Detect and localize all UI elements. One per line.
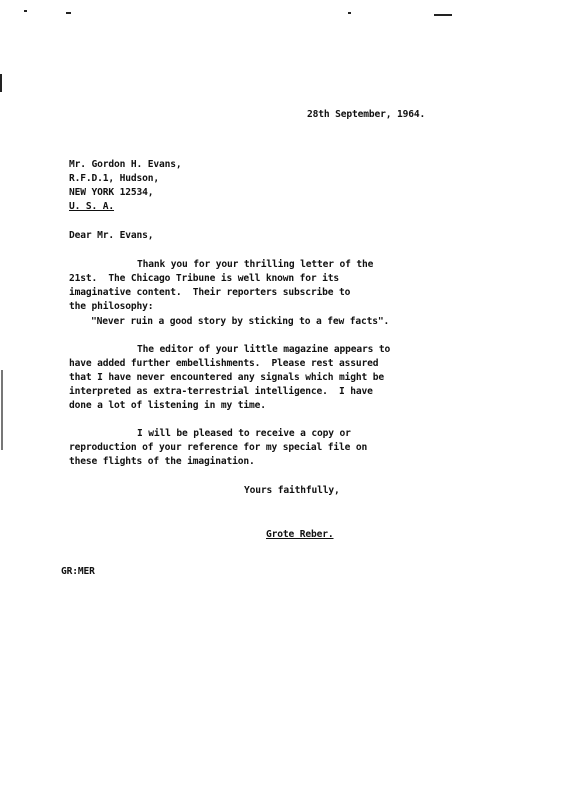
quotation: "Never ruin a good story by sticking to a few facts". [91,316,390,327]
scan-speck [348,12,351,14]
paragraph-line: these flights of the imagination. [69,456,255,467]
scan-speck [0,74,2,92]
letter-date: 28th September, 1964. [307,109,426,120]
scan-speck [1,370,3,450]
closing: Yours faithfully, [244,485,340,496]
paragraph-line: imaginative content. Their reporters subscribe to [69,287,351,298]
paragraph-line: 21st. The Chicago Tribune is well known for its [69,273,340,284]
paragraph-line: that I have never encountered any signals which might be [69,372,385,383]
recipient-line: Mr. Gordon H. Evans, [69,159,182,170]
recipient-country: U. S. A. [69,201,115,212]
paragraph-line: reproduction of your reference for my special file on [69,442,368,453]
paragraph-line: The editor of your little magazine appears to [137,344,391,355]
salutation: Dear Mr. Evans, [69,230,154,241]
scan-speck [66,12,71,14]
recipient-line: NEW YORK 12534, [69,187,154,198]
paragraph-line: I will be pleased to receive a copy or [137,428,351,439]
paragraph-line: done a lot of listening in my time. [69,400,266,411]
paragraph-line: interpreted as extra-terrestrial intelligence. I have [69,386,373,397]
paragraph-line: have added further embellishments. Please rest assured [69,358,379,369]
scan-speck [434,14,452,16]
reference-initials: GR:MER [61,566,95,577]
recipient-line: R.F.D.1, Hudson, [69,173,160,184]
paragraph-line: the philosophy: [69,301,154,312]
signature-name: Grote Reber. [266,529,334,540]
paragraph-line: Thank you for your thrilling letter of the [137,259,374,270]
scan-speck [24,10,27,12]
